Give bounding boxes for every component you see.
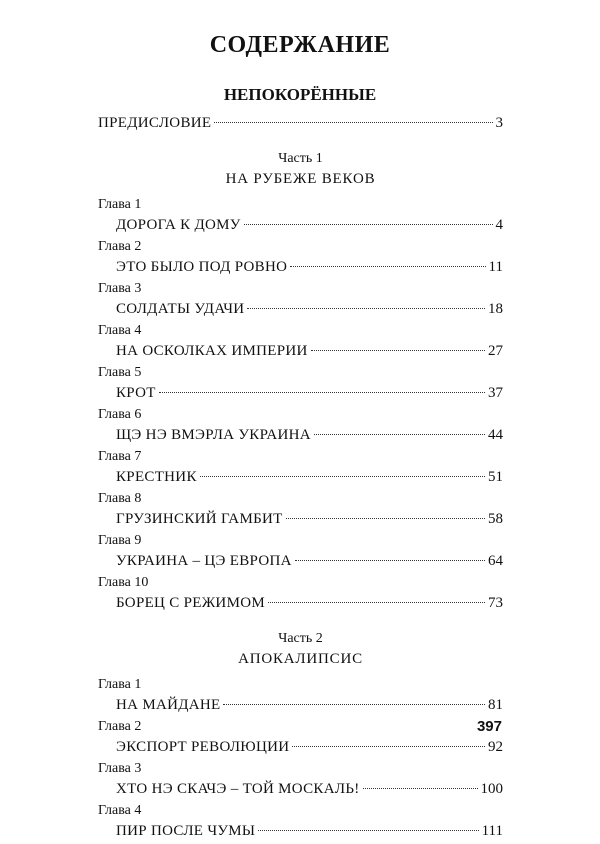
chapter-page: 27 — [488, 343, 503, 359]
chapter-label: Глава 5 — [98, 365, 142, 380]
chapter-page: 73 — [488, 595, 503, 611]
chapter-entry — [98, 777, 503, 802]
leader-dots — [214, 122, 492, 123]
leader-dots — [314, 434, 485, 435]
chapter-page: 11 — [488, 259, 503, 275]
preface-entry — [98, 111, 503, 136]
chapter-page: 44 — [488, 427, 503, 443]
leader-dots — [200, 476, 485, 477]
part-title: АПОКАЛИПСИС — [238, 651, 363, 667]
chapter-label: Глава 6 — [98, 407, 142, 422]
chapter-title: УКРАИНА – ЦЭ ЕВРОПА — [116, 553, 292, 569]
chapter-label: Глава 2 — [98, 719, 142, 734]
leader-dots — [290, 266, 485, 267]
chapter-entry — [98, 339, 503, 364]
book-title: НЕПОКОРЁННЫЕ — [223, 85, 377, 104]
chapter-page: 37 — [488, 385, 503, 401]
chapter-entry — [98, 507, 503, 532]
chapter-entry — [98, 549, 503, 574]
chapter-title: ЩЭ НЭ ВМЭРЛА УКРАИНА — [116, 427, 311, 443]
chapter-label: Глава 4 — [98, 323, 142, 338]
chapter-page: 4 — [495, 217, 503, 233]
leader-dots — [268, 602, 485, 603]
chapter-page: 81 — [488, 697, 503, 713]
chapter-label: Глава 4 — [98, 803, 142, 818]
chapter-label: Глава 1 — [98, 677, 142, 692]
part-number: Часть 2 — [278, 631, 323, 646]
chapter-title: ЭТО БЫЛО ПОД РОВНО — [116, 259, 288, 275]
chapter-entry — [98, 423, 503, 448]
leader-dots — [244, 224, 493, 225]
chapter-title: НА МАЙДАНЕ — [116, 697, 221, 713]
table-of-contents — [98, 111, 503, 844]
chapter-page: 92 — [488, 739, 503, 755]
leader-dots — [258, 830, 478, 831]
part-title: НА РУБЕЖЕ ВЕКОВ — [225, 171, 376, 187]
chapter-entry — [98, 213, 503, 238]
leader-dots — [247, 308, 485, 309]
leader-dots — [159, 392, 485, 393]
leader-dots — [223, 704, 485, 705]
chapter-entry — [98, 735, 503, 760]
chapter-title: ХТО НЭ СКАЧЭ – ТОЙ МОСКАЛЬ! — [116, 781, 360, 797]
chapter-title: КРОТ — [116, 385, 156, 401]
chapter-label: Глава 8 — [98, 491, 142, 506]
chapter-entry — [98, 297, 503, 322]
leader-dots — [292, 746, 485, 747]
chapter-entry — [98, 381, 503, 406]
chapter-page: 100 — [480, 781, 503, 797]
chapter-page: 18 — [488, 301, 503, 317]
chapter-entry — [98, 591, 503, 616]
preface-label: ПРЕДИСЛОВИЕ — [98, 115, 212, 131]
chapter-label: Глава 3 — [98, 281, 142, 296]
chapter-title: ГРУЗИНСКИЙ ГАМБИТ — [116, 511, 283, 527]
chapter-title: ПИР ПОСЛЕ ЧУМЫ — [116, 823, 256, 839]
leader-dots — [286, 518, 485, 519]
chapter-entry — [98, 255, 503, 280]
spacer — [98, 136, 503, 150]
chapter-page: 58 — [488, 511, 503, 527]
leader-dots — [295, 560, 485, 561]
leader-dots — [311, 350, 485, 351]
preface-page: 3 — [495, 115, 503, 131]
chapter-label: Глава 2 — [98, 239, 142, 254]
chapter-title: НА ОСКОЛКАХ ИМПЕРИИ — [116, 343, 308, 359]
chapter-page: 51 — [488, 469, 503, 485]
chapter-label: Глава 3 — [98, 761, 142, 776]
chapter-page: 64 — [488, 553, 503, 569]
page-title: СОДЕРЖАНИЕ — [209, 32, 391, 58]
chapter-title: ДОРОГА К ДОМУ — [116, 217, 241, 233]
chapter-entry — [98, 465, 503, 490]
chapter-entry — [98, 693, 503, 718]
chapter-label: Глава 9 — [98, 533, 142, 548]
chapter-label: Глава 7 — [98, 449, 142, 464]
chapter-label: Глава 1 — [98, 197, 142, 212]
leader-dots — [363, 788, 478, 789]
part-number: Часть 1 — [278, 151, 323, 166]
chapter-page: 111 — [481, 823, 503, 839]
page-number: 397 — [476, 718, 502, 735]
chapter-title: КРЕСТНИК — [116, 469, 197, 485]
chapter-title: СОЛДАТЫ УДАЧИ — [116, 301, 245, 317]
chapter-label: Глава 10 — [98, 575, 149, 590]
chapter-title: БОРЕЦ С РЕЖИМОМ — [116, 595, 265, 611]
chapter-entry — [98, 819, 503, 844]
spacer — [98, 616, 503, 630]
chapter-title: ЭКСПОРТ РЕВОЛЮЦИИ — [116, 739, 290, 755]
